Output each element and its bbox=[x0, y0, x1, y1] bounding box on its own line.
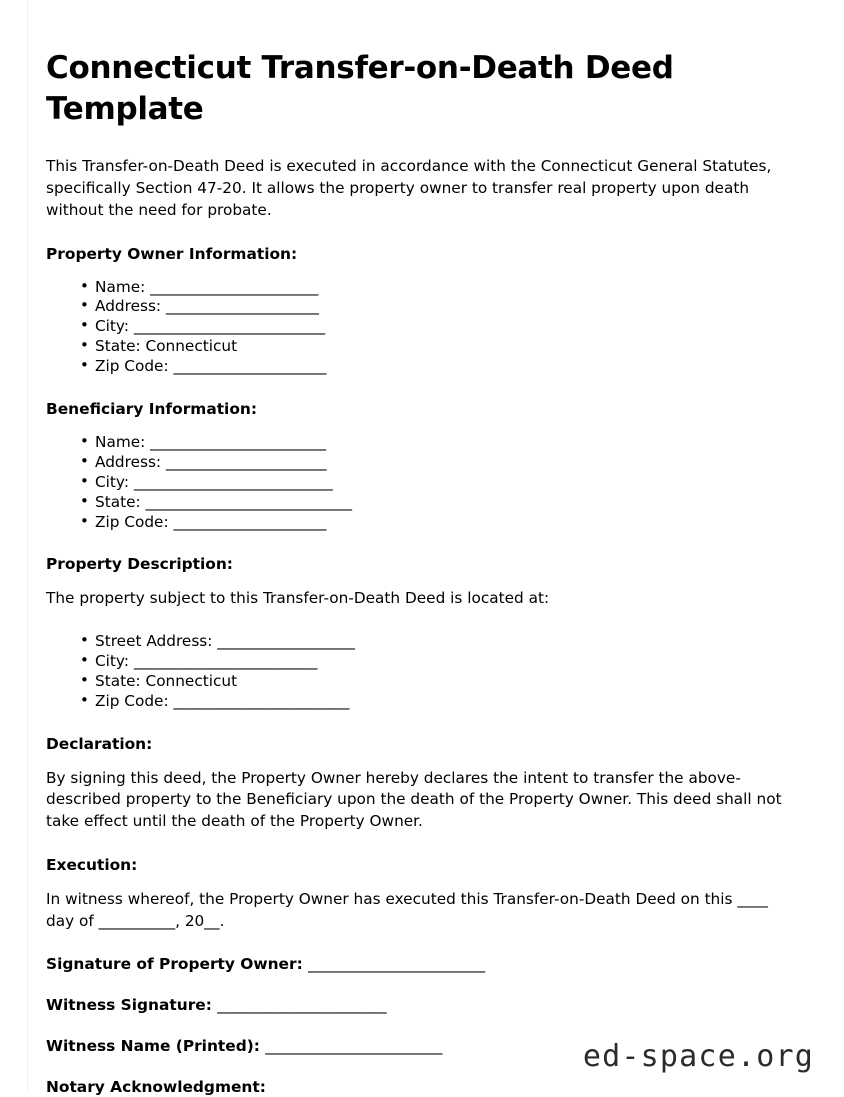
property-owner-signature-label: Signature of Property Owner: bbox=[46, 955, 309, 974]
declaration-paragraph: By signing this deed, the Property Owner hereby declares the intent to transfer the above-described property to the Beneficiary upon the death of the Property Owner. This deed shall not take effect until the death of the Property Owner. bbox=[46, 768, 782, 831]
page-title: Connecticut Transfer-on-Death Deed Template bbox=[46, 50, 674, 128]
list-item: • Name: _______________________ bbox=[80, 433, 798, 453]
list-item: • Zip Code: ____________________ bbox=[80, 357, 798, 377]
section-heading-property-owner: Property Owner Information: bbox=[46, 244, 298, 263]
list-item: • City: ________________________ bbox=[80, 652, 798, 672]
intro-paragraph: This Transfer-on-Death Deed is executed in accordance with the Connecticut General Statutes, specifically Section 47-20. It allows the property owner to transfer real property upon death without the need for probate. bbox=[46, 157, 772, 219]
property-owner-signature-line bbox=[46, 954, 798, 974]
list-item: • Zip Code: ____________________ bbox=[80, 513, 798, 533]
witness-signature-label: Witness Signature: bbox=[46, 996, 218, 1015]
property-description-field-list bbox=[46, 632, 798, 712]
section-heading-execution: Execution: bbox=[46, 855, 138, 874]
witness-name-label: Witness Name (Printed): bbox=[46, 1037, 266, 1056]
list-item: • State: Connecticut bbox=[80, 672, 798, 692]
list-item: • Address: _____________________ bbox=[80, 453, 798, 473]
list-item: • Street Address: __________________ bbox=[80, 632, 798, 652]
section-heading-beneficiary: Beneficiary Information: bbox=[46, 399, 258, 418]
beneficiary-field-list bbox=[46, 433, 798, 532]
property-owner-field-list bbox=[46, 278, 798, 377]
section-heading-declaration: Declaration: bbox=[46, 734, 153, 753]
page-left-edge bbox=[27, 0, 28, 1092]
list-item: • Name: ______________________ bbox=[80, 278, 798, 298]
witness-signature-line bbox=[46, 995, 798, 1015]
witness-signature-blank[interactable]: ______________________ bbox=[217, 996, 387, 1015]
property-description-intro: The property subject to this Transfer-on-Death Deed is located at: bbox=[46, 589, 550, 608]
list-item: • Address: ____________________ bbox=[80, 297, 798, 317]
list-item: • City: _________________________ bbox=[80, 317, 798, 337]
list-item: • State: Connecticut bbox=[80, 337, 798, 357]
section-heading-property-description: Property Description: bbox=[46, 555, 233, 574]
list-item: • Zip Code: _______________________ bbox=[80, 692, 798, 712]
site-watermark: ed-space.org bbox=[582, 1039, 814, 1074]
list-item: • City: __________________________ bbox=[80, 473, 798, 493]
section-heading-notary: Notary Acknowledgment: bbox=[46, 1078, 266, 1097]
property-owner-signature-blank[interactable]: _______________________ bbox=[308, 955, 486, 974]
list-item: • State: ___________________________ bbox=[80, 493, 798, 513]
witness-name-blank[interactable]: _______________________ bbox=[265, 1037, 443, 1056]
execution-paragraph: In witness whereof, the Property Owner has executed this Transfer-on-Death Deed on this ____ day of __________, 20__. bbox=[46, 889, 768, 930]
